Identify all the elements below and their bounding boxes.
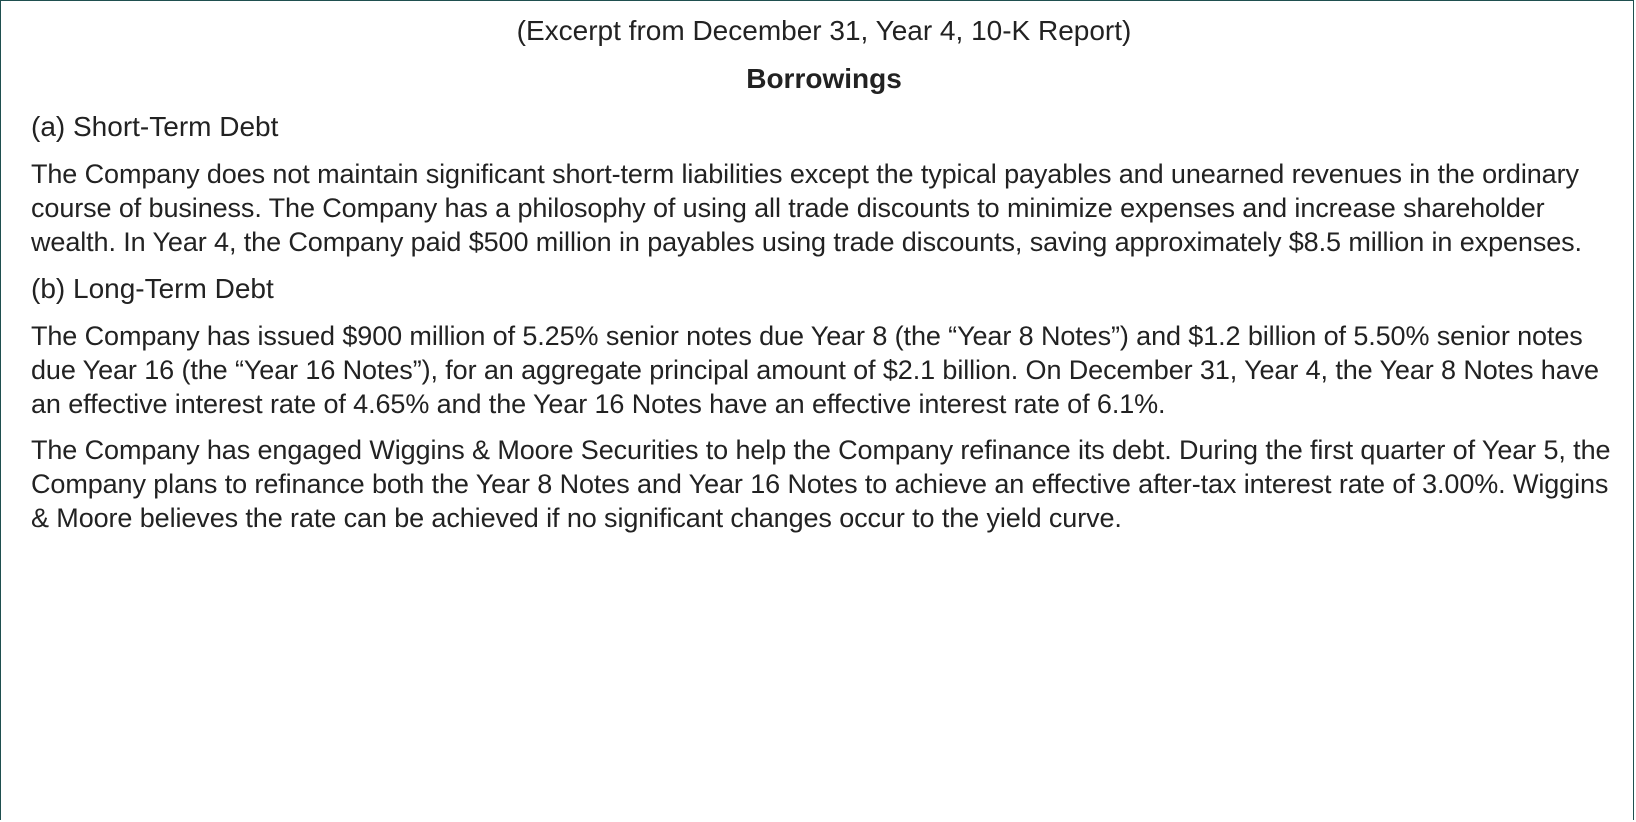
paragraph-long-term-debt-notes: The Company has issued $900 million of 5.25% senior notes due Year 8 (the “Year 8 Notes”) and $1.2 billion of 5.50% senior notes due Year 16 (the “Year 16 Notes”), for an aggregate principal amount of $2.1 billion. On December 31, Year 4, the Year 8 Notes have an effective interest rate of 4.65% and the Year 16 Notes have an effective interest rate of 6.1%. (31, 321, 1599, 419)
paragraph-short-term-debt: The Company does not maintain significant short-term liabilities except the typical payables and unearned revenues in the ordinary course of business. The Company has a philosophy of using all trade discounts to minimize expenses and increase shareholder wealth. In Year 4, the Company paid $500 million in payables using trade discounts, saving approximately $8.5 million in expenses. (31, 159, 1582, 257)
paragraph-long-term-debt-refinance: The Company has engaged Wiggins & Moore Securities to help the Company refinance its debt. During the first quarter of Year 5, the Company plans to refinance both the Year 8 Notes and Year 16 Notes to achieve an effective after-tax interest rate of 3.00%. Wiggins & Moore believes the rate can be achieved if no significant changes occur to the yield curve. (31, 435, 1611, 533)
section-heading-short-term-debt: (a) Short-Term Debt (31, 111, 279, 142)
document-body (31, 13, 1617, 547)
page-title: Borrowings (746, 63, 902, 94)
excerpt-line: (Excerpt from December 31, Year 4, 10-K Report) (516, 15, 1132, 46)
section-heading-long-term-debt: (b) Long-Term Debt (31, 273, 274, 304)
